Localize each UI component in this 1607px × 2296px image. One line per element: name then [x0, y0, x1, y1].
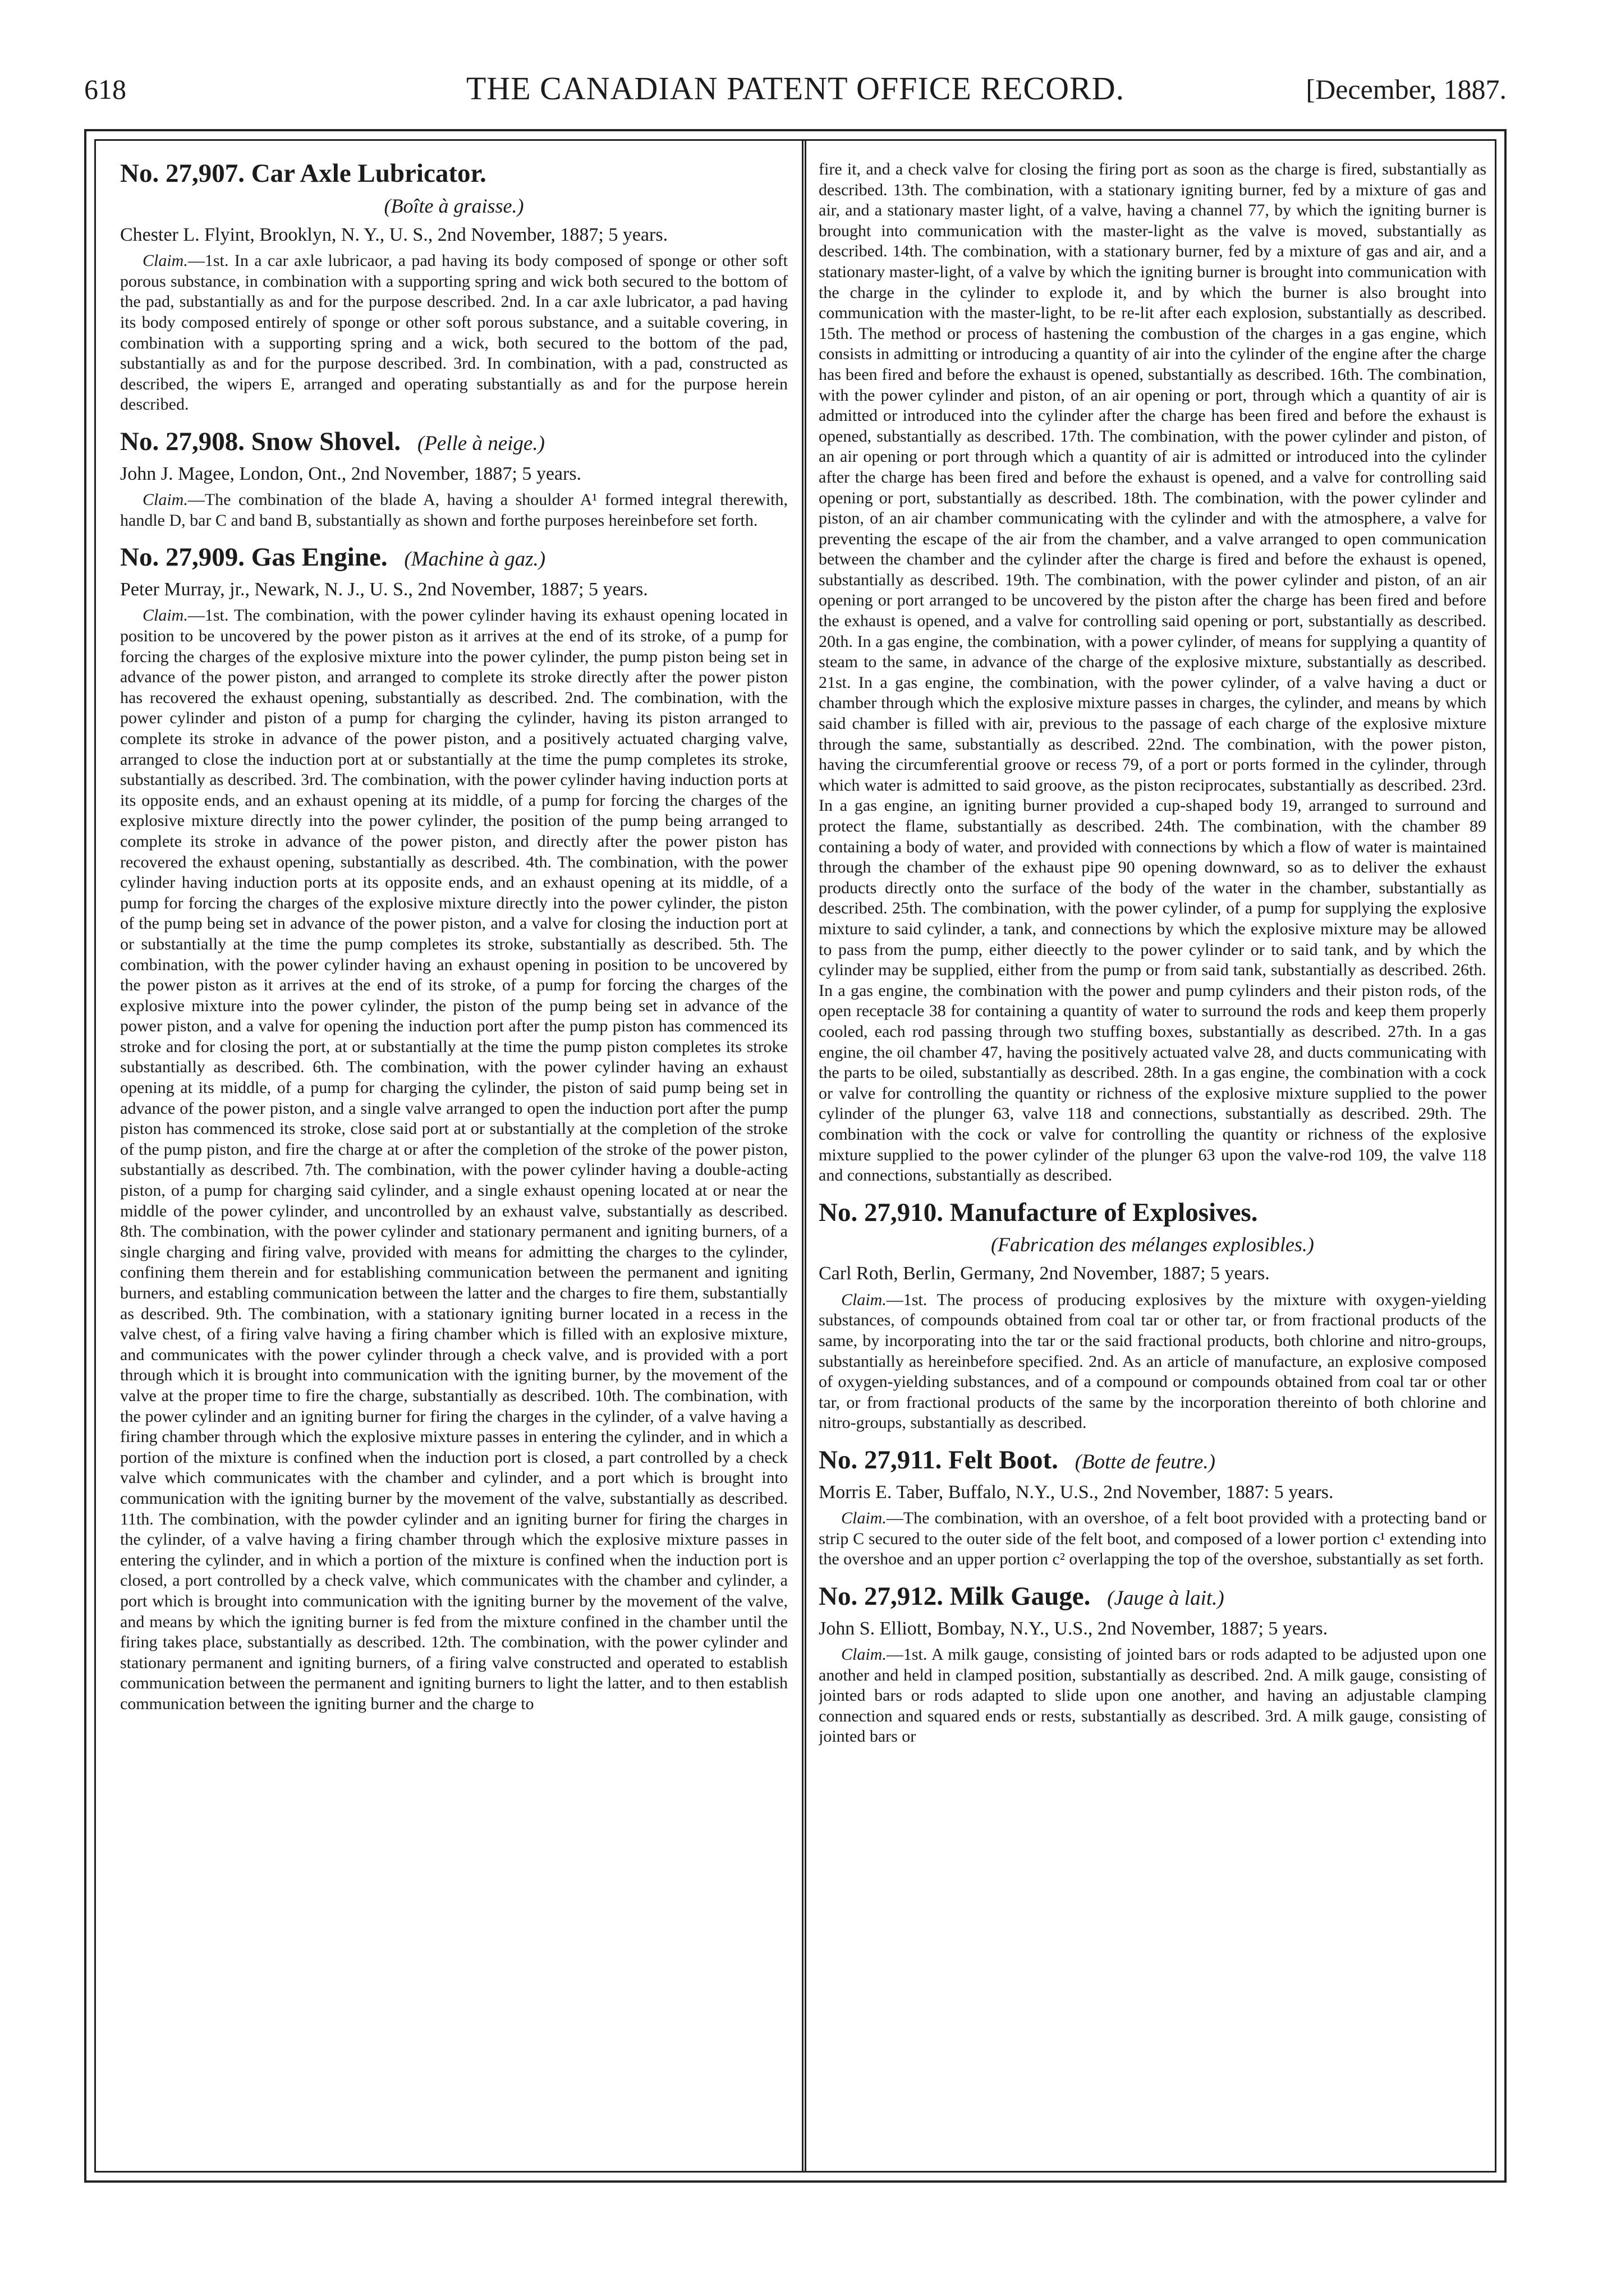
claim-label: Claim. — [143, 606, 188, 625]
french-title: (Fabrication des mélanges explosibles.) — [991, 1233, 1314, 1256]
patent-name: Manufacture of Explosives. — [949, 1197, 1258, 1227]
patent-number: No. 27,907. — [120, 159, 245, 188]
claim-label: Claim. — [841, 1509, 887, 1528]
patent-name: Felt Boot. — [948, 1445, 1058, 1475]
claim-text — [120, 251, 788, 415]
french-title: (Botte de feutre.) — [1075, 1450, 1215, 1473]
claim-label: Claim. — [841, 1290, 887, 1309]
claim-label: Claim. — [841, 1645, 887, 1664]
patent-number: No. 27,911. — [819, 1445, 942, 1475]
french-title: (Pelle à neige.) — [417, 431, 545, 455]
entry-heading — [819, 1446, 1486, 1475]
claim-text — [120, 605, 788, 1714]
right-column — [819, 159, 1486, 2157]
patent-entry-27910 — [819, 1198, 1486, 1434]
patent-number: No. 27,908. — [120, 426, 245, 456]
inventor-line: John S. Elliott, Bombay, N.Y., U.S., 2nd November, 1887; 5 years. — [819, 1618, 1328, 1639]
page-header — [84, 67, 1507, 118]
claim-body: —The combination of the blade A, having a shoulder A¹ formed integral therewith, handle D, bar C and band B, substantially as shown and forthe purposes hereinbefore set forth. — [120, 490, 788, 530]
journal-title: THE CANADIAN PATENT OFFICE RECORD. — [466, 70, 1125, 107]
inventor-line: Chester L. Flyint, Brooklyn, N. Y., U. S., 2nd November, 1887; 5 years. — [120, 224, 668, 245]
claim-label: Claim. — [143, 490, 188, 509]
patent-entry-27912 — [819, 1582, 1486, 1747]
claim-text — [819, 1290, 1486, 1434]
patent-name: Milk Gauge. — [949, 1581, 1091, 1611]
inventor-line: Morris E. Taber, Buffalo, N.Y., U.S., 2nd November, 1887: 5 years. — [819, 1481, 1334, 1503]
french-title: (Machine à gaz.) — [404, 548, 546, 571]
french-title: (Jauge à lait.) — [1107, 1586, 1224, 1610]
patent-entry-27911 — [819, 1446, 1486, 1570]
entry-heading — [120, 428, 788, 457]
claim-text — [819, 1508, 1486, 1570]
left-column — [120, 159, 788, 2157]
patent-entry-27907 — [120, 159, 788, 415]
issue-date: [December, 1887. — [1306, 74, 1507, 105]
entry-heading — [120, 159, 788, 189]
claim-text — [120, 490, 788, 531]
claim-body: —1st. A milk gauge, consisting of jointed bars or rods adapted to be adjusted upon one another and held in clamped position, substantially as described. 2nd. A milk gauge, consisting of jointed bars or rods adapted to slide upon one another, and having an adjustable clamping connection and squared ends or rests, substantially as described. 3rd. A milk gauge, consisting of jointed bars or — [819, 1645, 1486, 1746]
claim-label: Claim. — [143, 251, 188, 270]
inventor-line: Peter Murray, jr., Newark, N. J., U. S., 2nd November, 1887; 5 years. — [120, 578, 648, 600]
claim-body: —The combination, with an overshoe, of a felt boot provided with a protecting band or strip C secured to the outer side of the felt boot, and composed of a lower portion c¹ extending into the overshoe and an upper portion c² overlapping the top of the overshoe, substantially as set forth. — [819, 1509, 1486, 1569]
claim-body: —1st. The process of producing explosives by the mixture with oxygen-yielding substances, of compounds obtained from coal tar or other tar, or from fractional products of the same, by incorporating into the tar or the said fractional products, both chlorine and nitro-groups, substantially as hereinbefore specified. 2nd. As an article of manufacture, an explosive composed of oxygen-yielding substances, and of a compound or compounds obtained from coal tar or other tar, or from fractional products of the same by the incorporation thereinto of both chlorine and nitro-groups, substantially as described. — [819, 1290, 1486, 1432]
entry-heading — [819, 1198, 1486, 1228]
patent-entry-27908 — [120, 428, 788, 531]
patent-name: Gas Engine. — [251, 543, 388, 572]
inventor-line: John J. Magee, London, Ont., 2nd November, 1887; 5 years. — [120, 463, 582, 484]
inventor-line: Carl Roth, Berlin, Germany, 2nd November, 1887; 5 years. — [819, 1263, 1270, 1284]
column-divider — [802, 141, 806, 2171]
entry-heading — [120, 543, 788, 572]
patent-number: No. 27,909. — [120, 543, 245, 572]
patent-name: Car Axle Lubricator. — [251, 159, 486, 188]
entry-heading — [819, 1582, 1486, 1611]
page-frame — [84, 129, 1507, 2183]
claim-text — [819, 1645, 1486, 1747]
french-title: (Boîte à graisse.) — [384, 194, 524, 217]
patent-number: No. 27,912. — [819, 1581, 943, 1611]
patent-number: No. 27,910. — [819, 1197, 943, 1227]
continued-claim-text: fire it, and a check valve for closing the firing port as soon as the charge is fired, substantially as described. 13th. The combination, with a stationary igniting burner, fed by a mixture of gas and air, and a stationary master light, of a valve, having a channel 77, by which the igniting burner is brought into communication with the master-light as the valve is moved, substantially as described. 14th. The combination, with a stationary burner, fed by a mixture of gas and air, and a stationary master-light, of a valve by which the igniting burner is brought into communication with the charge in the cylinder to explode it, and by which the burner is also brought into communication with the master-light, to be re-lit after each explosion, substantially as described. 15th. The method or process of hastening the combustion of the charges in a gas engine, which consists in admitting or introducing a quantity of air into the cylinder of the engine after the charge has been fired and before the exhaust is opened, substantially as described. 16th. The combination, with the power cylinder and piston, of an air opening or port, through which a quantity of air is admitted or introduced into the cylinder after the charge has been fired and before the exhaust is opened, substantially as described. 17th. The combination, with the power cylinder and piston, of an air opening or port through which a quantity of air is admitted or introduced into the cylinder after the charge has been fired and before the exhaust is opened, and a valve for controlling said opening or port, substantially as described. 18th. The combination, with the power cylinder and piston, of an air chamber communicating with the cylinder and with the atmosphere, a valve for preventing the escape of the air from the chamber, and a valve arranged to open communication between the chamber and the cylinder after the charge is fired and before the exhaust is opened, substantially as described. 19th. The combination, with the power cylinder and piston, of an air opening or port arranged to be uncovered by the piston after the charge has been fired and before the exhaust is opened, and a valve for controlling said opening or port, substantially as described. 20th. In a gas engine, the combination, with a power cylinder, of means for supplying a quantity of steam to the same, in advance of the charge of the explosive mixture, substantially as described. 21st. In a gas engine, the combination, with the power cylinder, of a valve having a duct or chamber through which the explosive mixture passes in charges, the cylinder, and means by which said chamber is filled with air, previous to the passage of each charge of the explosive mixture through the same, substantially as described. 22nd. The combination, with the power piston, having the circumferential groove or recess 79, of a port or ports formed in the cylinder, through which water is admitted to said groove, as the piston reciprocates, substantially as described. 23rd. In a gas engine, an igniting burner provided a cup-shaped body 19, arranged to surround and protect the flame, substantially as described. 24th. The combination, with the chamber 89 containing a body of water, and provided with connections by which a flow of water is maintained through the chamber of the exhaust pipe 90 opening downward, so as to deliver the exhaust products directly onto the surface of the body of the water in the chamber, substantially as described. 25th. The combination, with the power cylinder, of a pump for supplying the explosive mixture to said cylinder, a tank, and connections by which the explosive mixture may be allowed to pass from the pump, either dieectly to the power cylinder or to said tank, and by which the cylinder may be supplied, either from the pump or from said tank, substantially as described. 26th. In a gas engine, the combination with the power and pump cylinders and their piston rods, of the open receptacle 38 for containing a quantity of water to surround the rods and keep them properly cooled, each rod passing through two stuffing boxes, substantially as described. 27th. In a gas engine, the oil chamber 47, having the positively actuated valve 28, and ducts communicating with the parts to be oiled, substantially as described. 28th. In a gas engine, the combination with a cock or valve for controlling the quantity or richness of the explosive mixture supplied to the power cylinder of the plunger 63, valve 118 and connections, substantially as described. 29th. The combination with the cock or valve for controlling the quantity or richness of the explosive mixture supplied to the power cylinder of the plunger 63 upon the valve-rod 109, the valve 118 and connections, substantially as described. — [819, 160, 1486, 1185]
patent-entry-27909 — [120, 543, 788, 1714]
claim-body: —1st. In a car axle lubricaor, a pad having its body composed of sponge or other soft porous substance, in combination with a supporting spring and wick both secured to the bottom of the pad, substantially as and for the purpose described. 2nd. In a car axle lubricator, a pad having its body composed entirely of sponge or other soft porous substance, and a suitable covering, in combination with a supporting spring and a wick, both secured to the bottom of the pad, substantially as and for the purpose described. 3rd. In combination, with a pad, constructed as described, the wipers E, arranged and operating substantially as and for the purpose herein described. — [120, 251, 788, 414]
page-number: 618 — [84, 74, 126, 105]
patent-name: Snow Shovel. — [251, 426, 401, 456]
claim-body: —1st. The combination, with the power cylinder having its exhaust opening located in position to be uncovered by the power piston as it arrives at the end of its stroke, of a pump for forcing the charges of the explosive mixture into the power cylinder, the pump piston being set in advance of the power piston, and arranged to complete its stroke directly after the power piston has recovered the exhaust opening, substantially as described. 2nd. The combination, with the power cylinder and piston of a pump for charging the cylinder, having its piston arranged to complete its stroke in advance of the power piston, and a positively actuated charging valve, arranged to close the induction port at or substantially at the time the pump completes its stroke, substantially as described. 3rd. The combination, with the power cylinder having induction ports at its opposite ends, and an exhaust opening at its middle, of a pump for forcing the charges of the explosive mixture directly into the power cylinder, the position of the pump being arranged to complete its stroke in advance of the power piston, and directly after the power piston has recovered the exhaust opening, substantially as described. 4th. The combination, with the power cylinder having induction ports at its opposite ends, and an exhaust opening at its middle, of a pump for forcing the charges of the explosive mixture directly into the power cylinder, the piston of the pump being set in advance of the power piston, and a valve for closing the induction port at or substantially at the time the pump completes its stroke, substantially as described. 5th. The combination, with the power cylinder having an exhaust opening in position to be uncovered by the power piston as it arrives at the end of its stroke, of a pump for forcing the charges of the explosive mixture into the power cylinder, the piston of the pump being set in advance of the power piston, and a valve for opening the induction port after the pump piston has commenced its stroke and for closing the port, at or substantially at the time the pump piston completes its stroke substantially as described. 6th. The combination, with the power cylinder having an exhaust opening at its middle, of a pump for charging the cylinder, the piston of said pump being set in advance of the power piston, and a single valve arranged to open the induction port after the pump piston has commenced its stroke, close said port at or substantially at the completion of the stroke of the pump piston, and fire the charge at or after the completion of the stroke of the power piston, substantially as described. 7th. The combination, with the power cylinder having a double-acting piston, of a pump for charging said cylinder, and a single exhaust opening located at or near the middle of the power cylinder, and uncontrolled by an exhaust valve, substantially as described. 8th. The combination, with the power cylinder and stationary permanent and igniting burners, of a single charging and firing valve, provided with means for admitting the charges to the cylinder, confining them therein and for establishing communication between the permanent and igniting burners, and establing communication between the latter and the charges to fire them, substantially as described. 9th. The combination, with a stationary igniting burner located in a recess in the valve chest, of a firing valve having a firing chamber which is filled with an explosive mixture, and communicates with the power cylinder through a check valve, and is provided with a port through which it is brought into communication with the igniting burner, by the movement of the valve at the proper time to fire the charge, substantially as described. 10th. The combination, with the power cylinder and an igniting burner for firing the charges in the cylinder, of a valve having a firing chamber through which the explosive mixture passes in entering the cylinder, and in which a portion of the mixture is confined when the induction port is closed, a part controlled by a check valve which communicates with the chamber and cylinder, and a port which is brought into communication with the igniting burner by the movement of the valve, substantially as described. 11th. The combination, with the powder cylinder and an igniting burner for firing the charges in the cylinder, of a valve having a firing chamber through which the explosive mixture passes in entering the cylinder, and in which a portion of the mixture is confined when the induction port is closed, a port controlled by a check valve, which communicates with the chamber and cylinder, a port which is brought into communication with the igniting burner by the movement of the valve, and means by which the igniting burner is fed from the mixture confined in the chamber until the firing takes place, substantially as described. 12th. The combination, with the power cylinder and stationary permanent and igniting burners, of a firing valve constructed and operated to establish communication between the permanent and igniting burners to light the latter, and to then establish communication between the igniting burner and the charge to — [120, 606, 788, 1713]
